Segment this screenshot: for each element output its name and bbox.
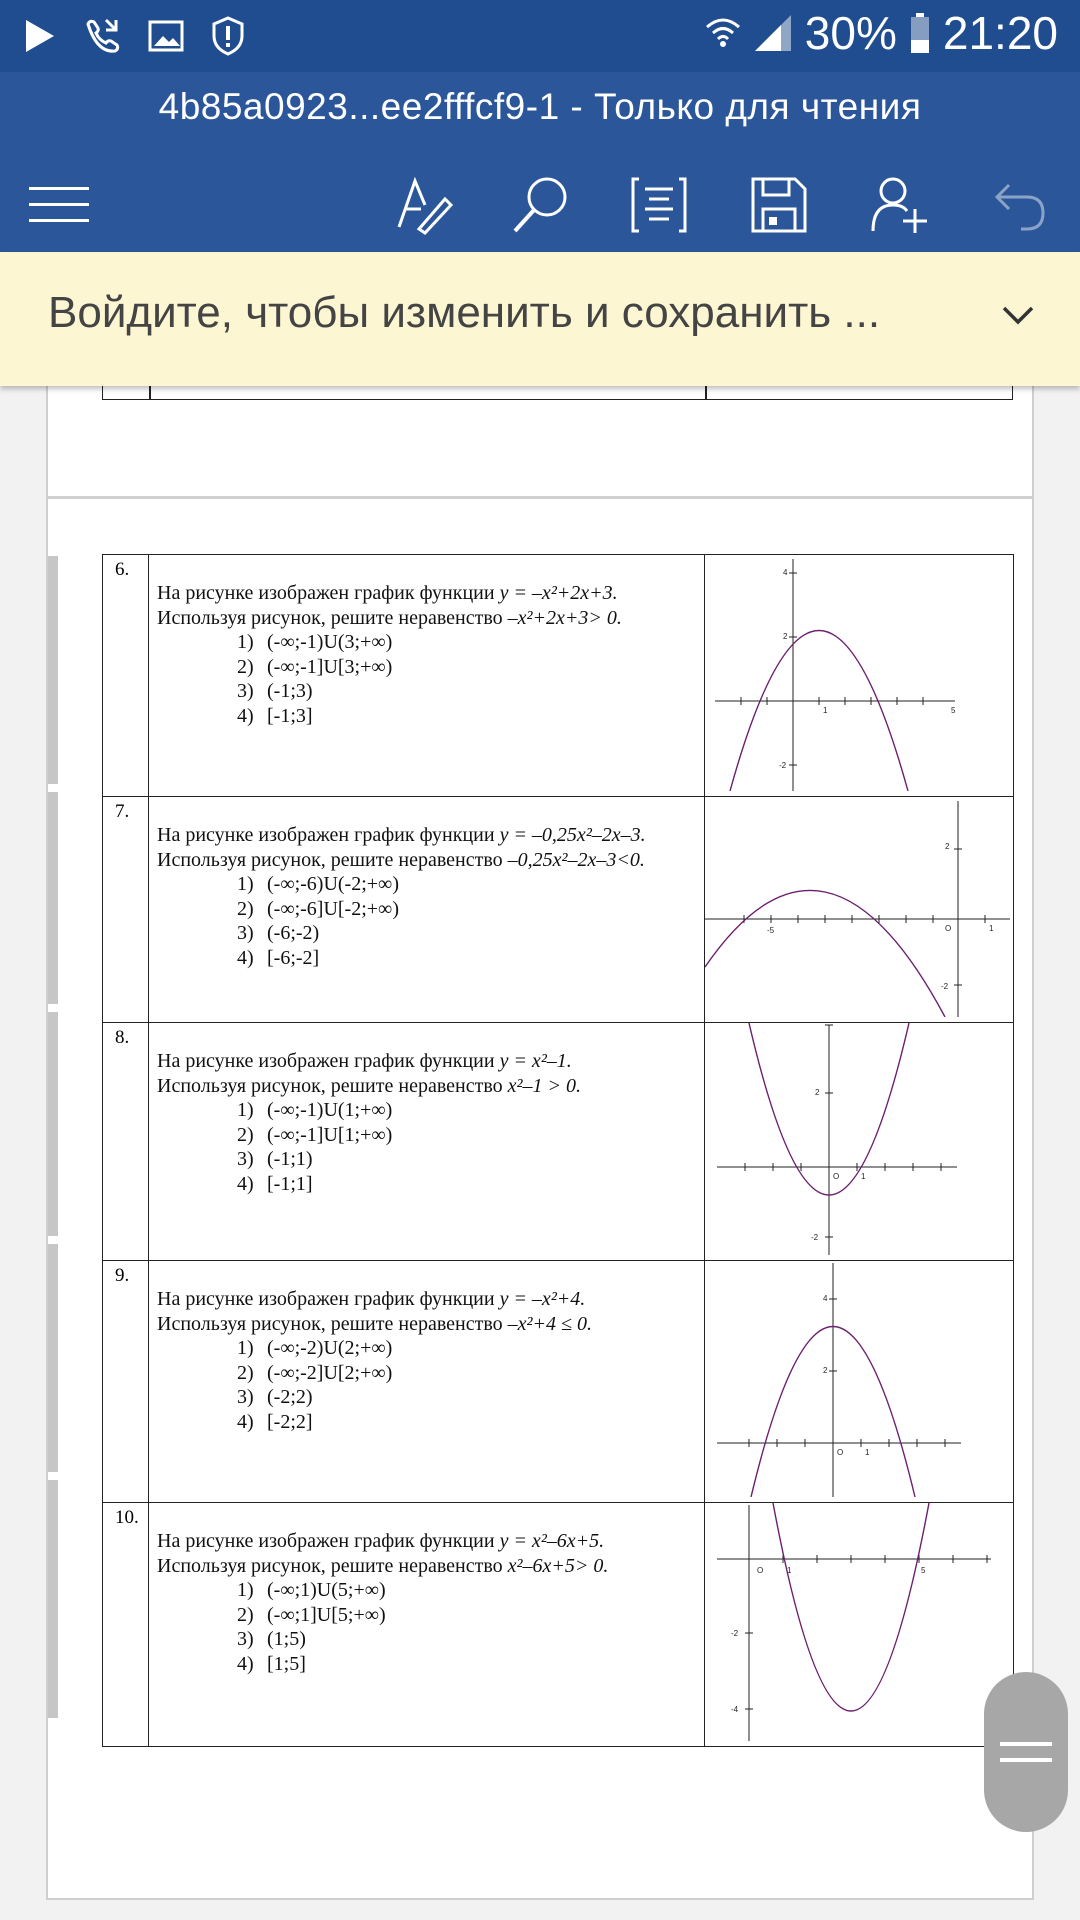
draw-icon [393, 175, 453, 235]
scroll-handle[interactable] [984, 1672, 1068, 1832]
banner-expand-button[interactable] [1000, 296, 1036, 337]
svg-text:-2: -2 [731, 1629, 739, 1638]
battery-text: 30% [804, 7, 897, 59]
app-toolbar [0, 72, 1080, 252]
answer-option: 3) (-6;-2) [237, 922, 320, 944]
task-number: 9. [103, 1261, 149, 1503]
task-text: На рисунке изображен график функции y = –x²+2x+3. Используя рисунок, решите неравенство –x²+2x+3> 0. 1) (-∞;-1)U(3;+∞) 2) (-∞;-1]U[3;+∞) 3) (-1;3) 4) [-1;3] [149, 555, 705, 797]
function-graph [705, 1503, 1014, 1747]
task-row [103, 1503, 1014, 1747]
answer-option: 4) [1;5] [237, 1652, 306, 1675]
share-button[interactable] [854, 160, 944, 250]
function-graph [705, 1023, 1014, 1261]
play-icon [22, 14, 58, 58]
function-graph [705, 797, 1014, 1023]
task-number: 6. [103, 555, 149, 797]
svg-text:2: 2 [815, 1088, 820, 1097]
answer-options [237, 630, 704, 728]
task-text: На рисунке изображен график функции y = –0,25x²–2x–3. Используя рисунок, решите неравенство –0,25x²–2x–3<0. 1) (-∞;-6)U(-2;+∞) 2) (-∞;-6]U[-2;+∞) 3) (-6;-2) 4) [-6;-2] [149, 797, 705, 1023]
answer-option: 4) [-1;1] [237, 1172, 313, 1195]
inequality-formula: –0,25x²–2x–3<0. [507, 848, 645, 871]
answer-option: 4) [-2;2] [237, 1410, 313, 1433]
tasks-table [102, 554, 1014, 1747]
function-formula: y = x²–6x+5. [499, 1530, 605, 1552]
reading-view-icon [629, 175, 689, 235]
svg-text:1: 1 [787, 1566, 792, 1575]
task-number: 8. [103, 1023, 149, 1261]
svg-text:-2: -2 [811, 1233, 819, 1242]
svg-text:-2: -2 [779, 761, 787, 770]
share-icon [869, 175, 929, 235]
svg-text:2: 2 [783, 632, 788, 641]
answer-options [237, 1578, 704, 1676]
function-formula: y = –0,25x²–2x–3. [499, 824, 646, 846]
revision-bar [48, 792, 58, 1004]
answer-option: 1) (-∞;-1)U(1;+∞) [237, 1099, 393, 1121]
svg-text:O: O [833, 1172, 840, 1181]
reading-view-button[interactable] [614, 160, 704, 250]
clock-text: 21:20 [942, 7, 1058, 59]
search-button[interactable] [496, 160, 586, 250]
chevron-down-icon [1000, 296, 1036, 332]
svg-text:5: 5 [921, 1566, 926, 1575]
svg-text:2: 2 [945, 842, 950, 851]
task-text: На рисунке изображен график функции y = –x²+4. Используя рисунок, решите неравенство –x²+4 ≤ 0. 1) (-∞;-2)U(2;+∞) 2) (-∞;-2]U[2;+∞) 3) (-2;2) 4) [-2;2] [149, 1261, 705, 1503]
image-icon [146, 14, 186, 58]
menu-button[interactable] [14, 160, 104, 250]
answer-option: 2) (-∞;-1]U[3;+∞) [237, 655, 393, 678]
answer-option: 2) (-∞;-6]U[-2;+∞) [237, 897, 399, 920]
answer-option: 1) (-∞;-1)U(3;+∞) [237, 631, 393, 653]
sign-in-banner[interactable] [0, 252, 1080, 386]
svg-text:-4: -4 [731, 1705, 739, 1714]
revision-bar [48, 1012, 58, 1236]
missed-call-icon [80, 14, 124, 58]
task-row [103, 555, 1014, 797]
draw-button[interactable] [378, 160, 468, 250]
function-formula: y = –x²+4. [499, 1288, 586, 1310]
document-title: 4b85a0923...ee2fffcf9-1 - Только для чтения [158, 86, 922, 127]
answer-options [237, 872, 704, 970]
svg-text:-2: -2 [941, 982, 949, 991]
task-row [103, 797, 1014, 1023]
inequality-formula: –x²+4 ≤ 0. [507, 1312, 593, 1335]
function-formula: y = –x²+2x+3. [499, 582, 618, 604]
banner-text: Войдите, чтобы изменить и сохранить ... [48, 288, 881, 337]
undo-button[interactable] [974, 160, 1064, 250]
shield-alert-icon [208, 14, 248, 58]
parabola-graph [705, 1023, 1014, 1255]
signal-icon [753, 13, 793, 53]
task-row [103, 1023, 1014, 1261]
menu-icon [27, 185, 91, 225]
inequality-formula: –x²+2x+3> 0. [507, 606, 622, 629]
inequality-formula: x²–6x+5> 0. [507, 1554, 609, 1577]
answer-option: 3) (-2;2) [237, 1386, 313, 1408]
svg-text:1: 1 [865, 1448, 870, 1457]
answer-option: 2) (-∞;-1]U[1;+∞) [237, 1123, 393, 1146]
parabola-graph [705, 555, 1014, 791]
parabola-graph [705, 797, 1014, 1017]
svg-text:1: 1 [989, 924, 994, 933]
task-number: 10. [103, 1503, 149, 1747]
answer-options [237, 1098, 704, 1196]
answer-option: 1) (-∞;1)U(5;+∞) [237, 1579, 386, 1601]
answer-option: 3) (-1;1) [237, 1148, 313, 1170]
inequality-formula: x²–1 > 0. [507, 1074, 582, 1097]
svg-text:2: 2 [823, 1366, 828, 1375]
answer-option: 1) (-∞;-2)U(2;+∞) [237, 1337, 393, 1359]
battery-icon [909, 12, 931, 54]
function-formula: y = x²–1. [499, 1050, 572, 1072]
svg-text:4: 4 [823, 1294, 828, 1303]
task-row [103, 1261, 1014, 1503]
wifi-icon [705, 13, 741, 53]
revision-bar [48, 1244, 58, 1472]
status-bar [0, 0, 1080, 72]
revision-bar [48, 1480, 58, 1718]
parabola-graph [705, 1261, 1014, 1497]
task-number: 7. [103, 797, 149, 1023]
undo-icon [991, 177, 1047, 233]
page-break [46, 496, 1034, 499]
answer-option: 3) (-1;3) [237, 680, 313, 702]
answer-option: 4) [-1;3] [237, 704, 313, 727]
answer-option: 4) [-6;-2] [237, 946, 320, 969]
answer-option: 1) (-∞;-6)U(-2;+∞) [237, 873, 399, 895]
save-button[interactable] [734, 160, 824, 250]
svg-text:4: 4 [783, 568, 788, 577]
svg-text:5: 5 [951, 706, 956, 715]
function-graph [705, 1261, 1014, 1503]
answer-option: 3) (1;5) [237, 1628, 306, 1650]
task-text: На рисунке изображен график функции y = x²–1. Используя рисунок, решите неравенство x²–1 > 0. 1) (-∞;-1)U(1;+∞) 2) (-∞;-1]U[1;+∞) 3) (-1;1) 4) [-1;1] [149, 1023, 705, 1261]
answer-options [237, 1336, 704, 1434]
task-text: На рисунке изображен график функции y = x²–6x+5. Используя рисунок, решите неравенство x²–6x+5> 0. 1) (-∞;1)U(5;+∞) 2) (-∞;1]U[5;+∞) 3) (1;5) 4) [1;5] [149, 1503, 705, 1747]
function-graph [705, 555, 1014, 797]
parabola-graph [705, 1503, 1014, 1741]
svg-text:O: O [945, 924, 952, 933]
svg-text:-5: -5 [767, 926, 775, 935]
svg-text:1: 1 [823, 706, 828, 715]
drag-handle-icon [998, 1734, 1054, 1770]
svg-text:1: 1 [861, 1172, 866, 1181]
svg-text:O: O [757, 1566, 764, 1575]
svg-text:O: O [837, 1448, 844, 1457]
search-icon [511, 175, 571, 235]
answer-option: 2) (-∞;-2]U[2;+∞) [237, 1361, 393, 1384]
answer-option: 2) (-∞;1]U[5;+∞) [237, 1603, 386, 1626]
save-icon [749, 175, 809, 235]
revision-bar [48, 556, 58, 784]
